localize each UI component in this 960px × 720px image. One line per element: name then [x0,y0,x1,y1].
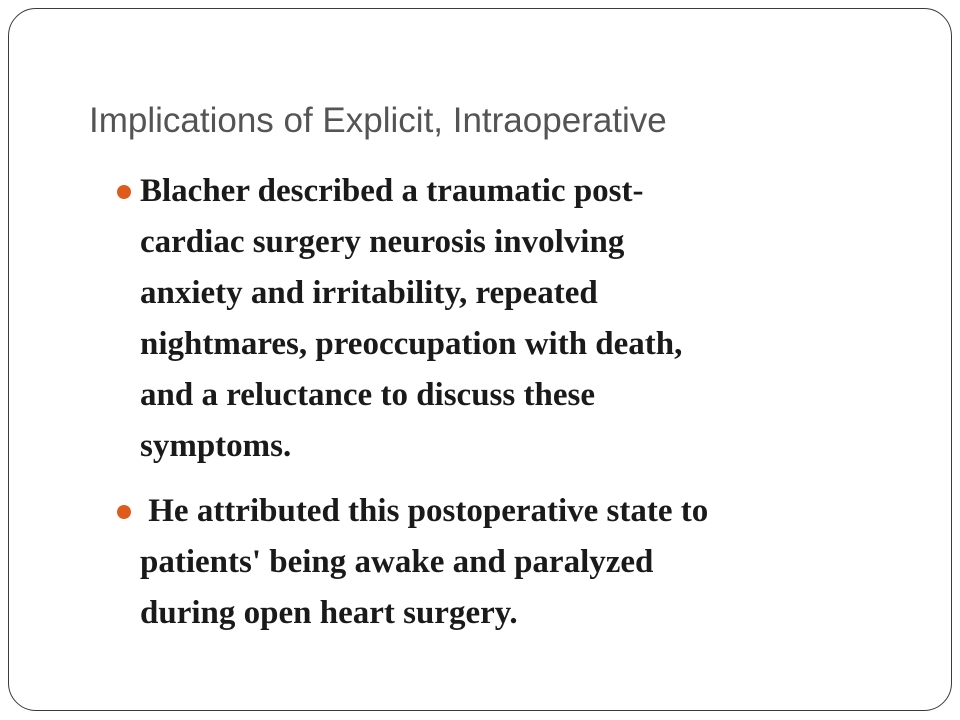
bullet-line: during open heart surgery. [140,595,518,631]
bullet-text [140,486,917,639]
bullet-line: symptoms. [140,428,292,464]
bullet-line: He attributed this postoperative state to [140,493,709,529]
bullet-line: and a reluctance to discuss these [140,377,595,413]
slide-title: Implications of Explicit, Intraoperative [89,101,667,140]
bullet-dot-icon [117,185,131,199]
bullet-line: patients' being awake and paralyzed [140,544,654,580]
bullet-line: nightmares, preoccupation with death, [140,326,683,362]
bullet-text [140,166,917,472]
bullet-item [117,486,917,639]
bullet-item [117,166,917,472]
bullet-line: anxiety and irritability, repeated [140,275,598,311]
bullet-line: Blacher described a traumatic post- [140,173,644,209]
bullet-list [117,166,917,653]
bullet-line: cardiac surgery neurosis involving [140,224,625,260]
slide-frame [8,8,952,711]
bullet-dot-icon [117,505,131,519]
